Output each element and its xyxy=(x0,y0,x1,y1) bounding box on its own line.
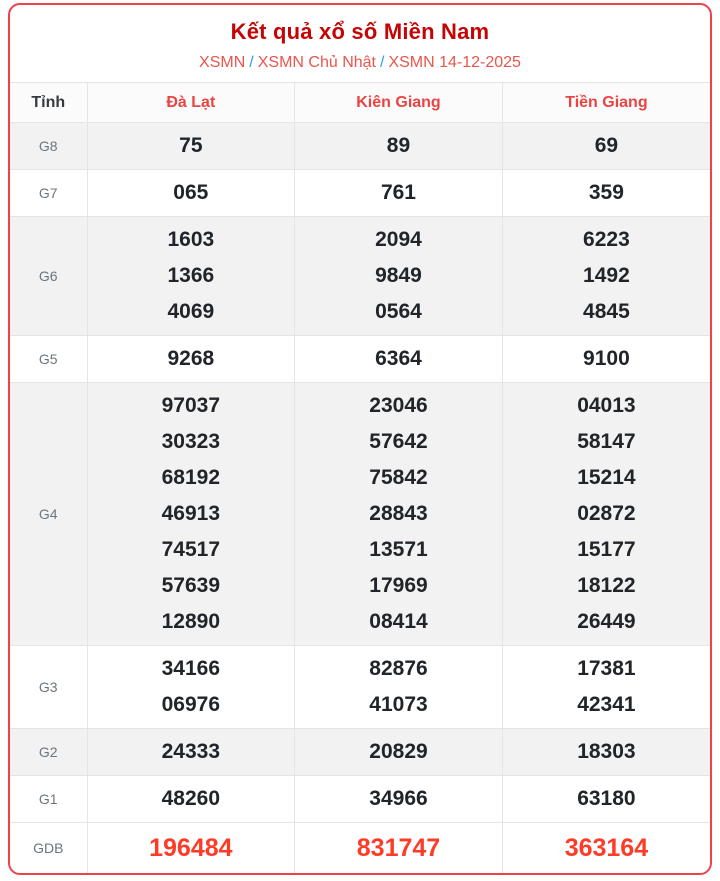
prize-numbers-cell xyxy=(295,217,503,336)
prize-label: G6 xyxy=(10,217,87,336)
prize-numbers-cell xyxy=(502,776,710,823)
prize-numbers-cell xyxy=(295,383,503,646)
prize-numbers-cell xyxy=(87,646,295,729)
prize-label: G4 xyxy=(10,383,87,646)
prize-numbers-cell xyxy=(502,217,710,336)
prize-numbers-cell xyxy=(87,729,295,776)
prize-label: G2 xyxy=(10,729,87,776)
prize-label: G8 xyxy=(10,123,87,170)
results-table-body xyxy=(10,123,710,874)
prize-number: 15177 xyxy=(577,538,636,561)
prize-number: 41073 xyxy=(369,693,428,716)
prize-number: 2094 xyxy=(375,228,422,251)
prize-number: 065 xyxy=(173,181,209,204)
header-row xyxy=(10,83,710,123)
prize-numbers-cell xyxy=(87,336,295,383)
prize-numbers-cell xyxy=(295,776,503,823)
prize-label: G5 xyxy=(10,336,87,383)
breadcrumb-link-xsmn[interactable]: XSMN xyxy=(199,54,246,71)
table-row-g2 xyxy=(10,729,710,776)
prize-label: G7 xyxy=(10,170,87,217)
prize-number: 63180 xyxy=(577,787,636,810)
prize-number: 75842 xyxy=(369,466,428,489)
prize-number: 6364 xyxy=(375,347,422,370)
results-table-head xyxy=(10,83,710,123)
table-row-g1 xyxy=(10,776,710,823)
prize-number: 17381 xyxy=(577,657,636,680)
prize-number: 761 xyxy=(380,181,416,204)
prize-number: 23046 xyxy=(369,394,428,417)
prize-number: 08414 xyxy=(369,610,428,633)
prize-number: 17969 xyxy=(369,574,428,597)
prize-number: 02872 xyxy=(577,502,636,525)
prize-numbers-cell xyxy=(87,776,295,823)
table-row-gdb xyxy=(10,823,710,874)
results-table xyxy=(10,82,710,873)
prize-number: 04013 xyxy=(577,394,636,417)
prize-number: 57639 xyxy=(161,574,221,597)
prize-number: 46913 xyxy=(161,502,221,525)
prize-number: 4845 xyxy=(583,300,630,323)
prize-number: 9268 xyxy=(167,347,215,370)
table-row-g4 xyxy=(10,383,710,646)
prize-number: 20829 xyxy=(369,740,428,763)
prize-number: 75 xyxy=(179,134,203,157)
lottery-result-card xyxy=(8,3,712,875)
prize-number: 89 xyxy=(386,134,411,157)
prize-number: 06976 xyxy=(161,693,221,716)
table-row-g8 xyxy=(10,123,710,170)
prize-number: 18303 xyxy=(577,740,636,763)
prize-number: 18122 xyxy=(577,574,636,597)
prize-numbers-cell xyxy=(87,170,295,217)
prize-number: 0564 xyxy=(375,300,422,323)
table-row-g6 xyxy=(10,217,710,336)
breadcrumb-separator: / xyxy=(249,54,254,71)
prize-number: 831747 xyxy=(356,834,441,862)
prize-number: 15214 xyxy=(577,466,636,489)
prize-number: 34166 xyxy=(161,657,221,680)
prize-numbers-cell xyxy=(87,383,295,646)
column-header-province-3: Tiền Giang xyxy=(502,83,710,123)
prize-number: 9849 xyxy=(375,264,422,287)
prize-number: 4069 xyxy=(167,300,215,323)
prize-number: 196484 xyxy=(149,834,233,862)
prize-numbers-cell xyxy=(502,170,710,217)
breadcrumb-separator: / xyxy=(379,54,385,71)
prize-number: 82876 xyxy=(369,657,428,680)
prize-numbers-cell xyxy=(502,823,710,874)
prize-numbers-cell xyxy=(502,123,710,170)
prize-number: 97037 xyxy=(161,394,221,417)
prize-number: 28843 xyxy=(369,502,428,525)
prize-number: 363164 xyxy=(564,834,649,862)
table-row-g3 xyxy=(10,646,710,729)
prize-numbers-cell xyxy=(502,729,710,776)
prize-number: 30323 xyxy=(161,430,221,453)
prize-numbers-cell xyxy=(502,383,710,646)
prize-numbers-cell xyxy=(502,336,710,383)
prize-numbers-cell xyxy=(87,217,295,336)
prize-number: 69 xyxy=(594,134,619,157)
prize-number: 12890 xyxy=(161,610,221,633)
column-header-province-2: Kiên Giang xyxy=(295,83,503,123)
prize-number: 6223 xyxy=(583,228,630,251)
prize-label: G3 xyxy=(10,646,87,729)
card-header xyxy=(10,5,710,82)
prize-numbers-cell xyxy=(295,336,503,383)
prize-number: 13571 xyxy=(369,538,428,561)
prize-numbers-cell xyxy=(87,823,295,874)
table-row-g5 xyxy=(10,336,710,383)
prize-label: GDB xyxy=(10,823,87,874)
prize-number: 48260 xyxy=(161,787,221,810)
prize-numbers-cell xyxy=(295,729,503,776)
prize-number: 26449 xyxy=(577,610,636,633)
prize-label: G1 xyxy=(10,776,87,823)
prize-number: 34966 xyxy=(369,787,428,810)
prize-numbers-cell xyxy=(295,646,503,729)
prize-number: 9100 xyxy=(583,347,630,370)
prize-numbers-cell xyxy=(295,123,503,170)
prize-number: 24333 xyxy=(161,740,221,763)
breadcrumb-link-xsmn-chu-nhat[interactable]: XSMN Chủ Nhật xyxy=(257,54,376,71)
prize-numbers-cell xyxy=(502,646,710,729)
prize-numbers-cell xyxy=(295,823,503,874)
breadcrumb-link-xsmn-date[interactable]: XSMN 14-12-2025 xyxy=(388,54,521,71)
table-row-g7 xyxy=(10,170,710,217)
page-title: Kết quả xổ số Miền Nam xyxy=(230,19,490,44)
prize-number: 57642 xyxy=(369,430,428,453)
prize-number: 42341 xyxy=(577,693,636,716)
prize-number: 58147 xyxy=(577,430,636,453)
prize-number: 1603 xyxy=(167,228,215,251)
prize-number: 68192 xyxy=(161,466,221,489)
prize-number: 1492 xyxy=(583,264,630,287)
column-header-province-1: Đà Lạt xyxy=(87,83,295,123)
prize-number: 74517 xyxy=(161,538,221,561)
breadcrumb xyxy=(18,54,702,72)
prize-numbers-cell xyxy=(87,123,295,170)
prize-number: 1366 xyxy=(167,264,215,287)
column-header-prize: Tỉnh xyxy=(10,83,87,123)
prize-numbers-cell xyxy=(295,170,503,217)
prize-number: 359 xyxy=(588,181,624,204)
